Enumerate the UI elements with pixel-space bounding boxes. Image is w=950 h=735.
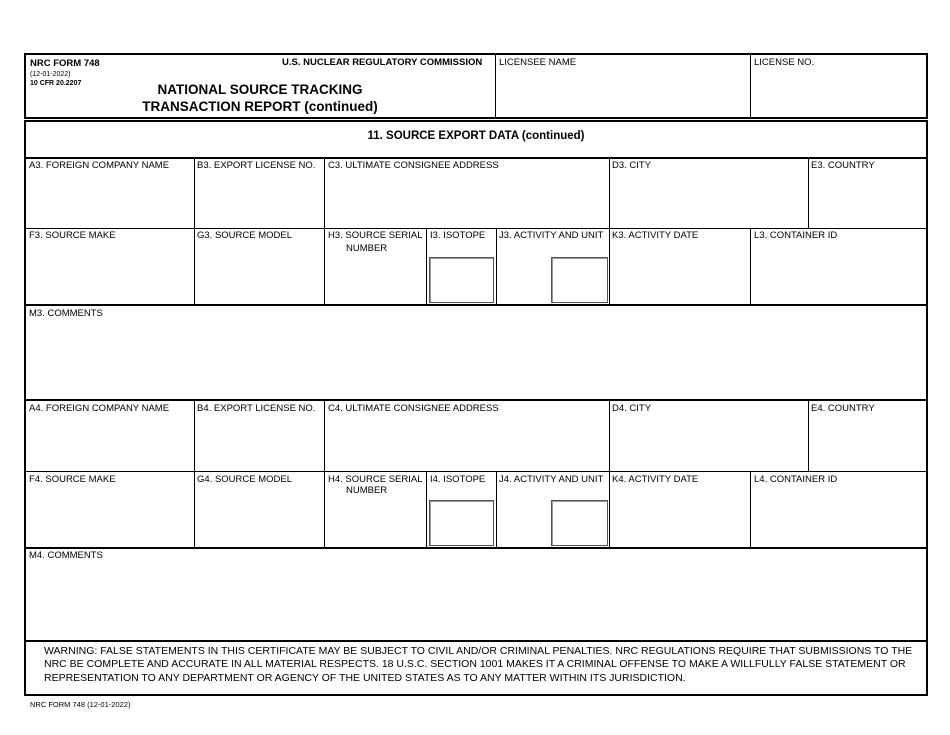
source-serial-label-line2: NUMBER (346, 485, 388, 496)
title-line-2: TRANSACTION REPORT (continued) (142, 99, 378, 114)
source-serial-label: H3. SOURCE SERIAL (328, 230, 423, 241)
block3-vline (324, 229, 325, 304)
source-model-label: G4. SOURCE MODEL (197, 474, 293, 485)
container-id-label: L3. CONTAINER ID (754, 230, 838, 241)
block3-vline (609, 158, 610, 228)
export-license-no-field[interactable] (196, 173, 323, 227)
foreign-company-name-label: A3. FOREIGN COMPANY NAME (29, 160, 170, 171)
license-no-label: LICENSE NO. (754, 57, 815, 68)
foreign-company-name-field[interactable] (26, 173, 193, 227)
block3-vline (750, 229, 751, 304)
block4-vline (426, 472, 427, 547)
foreign-company-name-field[interactable] (26, 416, 193, 470)
block3-vline (808, 158, 809, 228)
source-serial-label: H4. SOURCE SERIAL (328, 474, 423, 485)
page-title (120, 81, 400, 115)
comments-field[interactable] (26, 563, 926, 638)
activity-date-label: K3. ACTIVITY DATE (612, 230, 699, 241)
isotope-input[interactable] (429, 500, 494, 546)
foreign-company-name-label: A4. FOREIGN COMPANY NAME (29, 403, 170, 414)
activity-unit-label: J4. ACTIVITY AND UNIT (499, 474, 604, 485)
consignee-address-label: C4. ULTIMATE CONSIGNEE ADDRESS (328, 403, 499, 414)
agency-name: U.S. NUCLEAR REGULATORY COMMISSION (282, 57, 483, 68)
country-field[interactable] (810, 416, 926, 470)
source-model-label: G3. SOURCE MODEL (197, 230, 293, 241)
block3-vline (496, 229, 497, 304)
consignee-address-field[interactable] (326, 416, 608, 470)
activity-unit-input[interactable] (551, 500, 608, 546)
city-field[interactable] (611, 173, 807, 227)
source-serial-label-line2: NUMBER (346, 243, 388, 254)
block4-vline (609, 401, 610, 471)
source-make-field[interactable] (26, 487, 193, 546)
licensee-name-label: LICENSEE NAME (499, 57, 577, 68)
block4-vline (496, 472, 497, 547)
activity-date-field[interactable] (611, 487, 749, 546)
block3-row-divider-1 (25, 228, 927, 229)
block3-vline (426, 229, 427, 304)
city-field[interactable] (611, 416, 807, 470)
section-title-divider (25, 157, 927, 159)
source-serial-field[interactable] (326, 256, 425, 303)
comments-label: M4. COMMENTS (29, 550, 103, 561)
activity-unit-input[interactable] (551, 257, 608, 303)
block4-row-divider-1 (25, 471, 927, 472)
export-license-no-field[interactable] (196, 416, 323, 470)
city-label: D4. CITY (612, 403, 652, 414)
consignee-address-field[interactable] (326, 173, 608, 227)
header-divider-1 (495, 54, 496, 118)
form-date: (12-01-2022) (30, 71, 71, 78)
container-id-field[interactable] (752, 243, 926, 303)
block3-vline (194, 229, 195, 304)
source-make-field[interactable] (26, 243, 193, 303)
isotope-label: I4. ISOTOPE (430, 474, 486, 485)
isotope-label: I3. ISOTOPE (430, 230, 486, 241)
block4-end-divider (25, 640, 927, 642)
header-divider-2 (750, 54, 751, 118)
licensee-name-field[interactable] (497, 70, 749, 117)
block4-row-divider-2 (25, 547, 927, 549)
block4-vline (750, 472, 751, 547)
isotope-input[interactable] (429, 257, 494, 303)
footer-form-id: NRC FORM 748 (12-01-2022) (30, 700, 131, 709)
comments-field[interactable] (26, 321, 926, 397)
block3-vline (609, 229, 610, 304)
block4-vline (609, 472, 610, 547)
activity-unit-label: J3. ACTIVITY AND UNIT (499, 230, 604, 241)
block3-vline (324, 158, 325, 228)
license-no-field[interactable] (752, 70, 926, 117)
source-serial-field[interactable] (326, 499, 425, 546)
container-id-label: L4. CONTAINER ID (754, 474, 838, 485)
source-make-label: F4. SOURCE MAKE (29, 474, 116, 485)
block3-vline (194, 158, 195, 228)
block4-vline (194, 401, 195, 471)
block4-vline (324, 472, 325, 547)
activity-date-label: K4. ACTIVITY DATE (612, 474, 699, 485)
block3-end-divider (25, 399, 927, 401)
block4-vline (808, 401, 809, 471)
cfr-reference: 10 CFR 20.2207 (30, 80, 82, 87)
consignee-address-label: C3. ULTIMATE CONSIGNEE ADDRESS (328, 160, 499, 171)
country-field[interactable] (810, 173, 926, 227)
source-make-label: F3. SOURCE MAKE (29, 230, 116, 241)
comments-label: M3. COMMENTS (29, 308, 103, 319)
activity-date-field[interactable] (611, 243, 749, 303)
section-title: 11. SOURCE EXPORT DATA (continued) (367, 130, 585, 142)
warning-text: WARNING: FALSE STATEMENTS IN THIS CERTIFICATE MAY BE SUBJECT TO CIVIL AND/OR CRIMINAL PENALTIES. NRC REGULATIONS REQUIRE THAT SUBMISSIONS TO THE NRC BE COMPLETE AND ACCURATE IN ALL MATERIAL RESPECTS. 18 U.S.C. SECTION 1001 MAKES IT A CRIMINAL OFFENSE TO MAKE A WILLFULLY FALSE STATEMENT OR REPRESENTATION TO ANY DEPARTMENT OR AGENCY OF THE UNITED STATES AS TO ANY MATTER WITHIN ITS JURISDICTION. (44, 645, 913, 684)
export-license-no-label: B4. EXPORT LICENSE NO. (197, 403, 316, 414)
export-license-no-label: B3. EXPORT LICENSE NO. (197, 160, 316, 171)
country-label: E4. COUNTRY (811, 403, 875, 414)
block3-row-divider-2 (25, 304, 927, 306)
container-id-field[interactable] (752, 487, 926, 546)
block4-vline (194, 472, 195, 547)
title-line-1: NATIONAL SOURCE TRACKING (157, 82, 363, 97)
country-label: E3. COUNTRY (811, 160, 875, 171)
city-label: D3. CITY (612, 160, 652, 171)
form-number: NRC FORM 748 (30, 58, 100, 69)
source-model-field[interactable] (196, 243, 323, 303)
block4-vline (324, 401, 325, 471)
source-model-field[interactable] (196, 487, 323, 546)
